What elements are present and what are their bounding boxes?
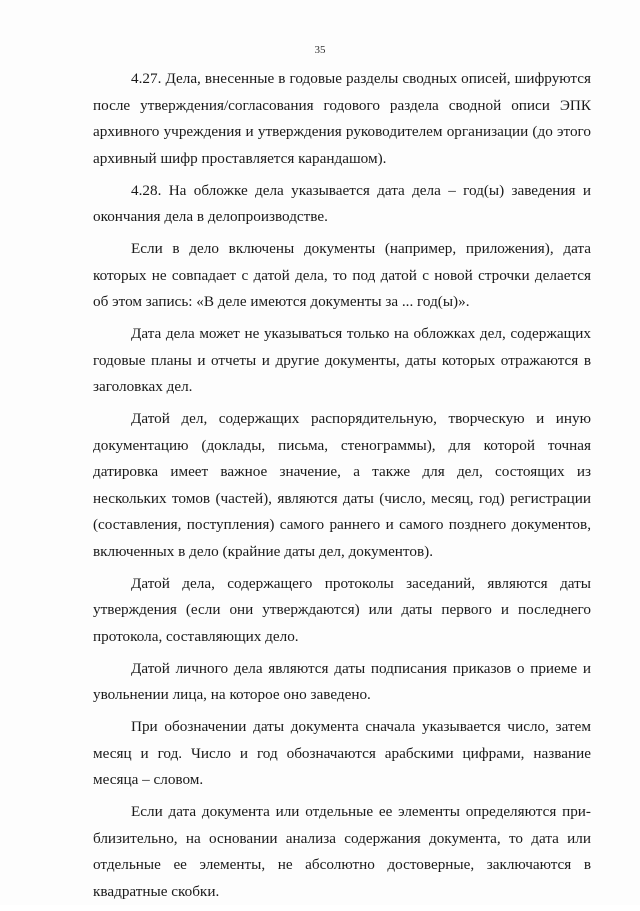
document-body xyxy=(93,66,591,911)
paragraph-4-27: 4.27. Дела, внесенные в годовые разделы сводных описей, шифруются после утверждения/согласования годового раздела сводной описи ЭПК архивного учреждения и утверждения руководителем организации (до этого архивный шифр проставляется карандашом). xyxy=(93,70,591,167)
page-number: 35 xyxy=(314,44,326,56)
paragraph-approximate-date: Если дата документа или отдельные ее элементы определяются при-близительно, на основании анализа содержания документа, то дата или отдельные ее элементы, не абсолютно достоверные, заключаются в квадратные скобки. xyxy=(93,803,591,900)
paragraph-4-28: 4.28. На обложке дела указывается дата дела – год(ы) заведения и окончания дела в делопроизводстве. xyxy=(93,181,591,225)
paragraph-protocols-date: Датой дела, содержащего протоколы заседаний, являются даты утверждения (если они утверждаются) или даты первого и последнего протокола, составляющих дело. xyxy=(93,574,591,645)
paragraph-date-format: При обозначении даты документа сначала указывается число, затем месяц и год. Число и год обозначаются арабскими цифрами, название месяца – словом. xyxy=(93,718,591,788)
paragraph-personal-file-date: Датой личного дела являются даты подписания приказов о приеме и увольнении лица, на которое оно заведено. xyxy=(93,659,591,703)
paragraph-date-omission: Дата дела может не указываться только на обложках дел, содержащих годовые планы и отчеты и другие документы, даты которых отражаются в заголовках дел. xyxy=(93,325,591,395)
paragraph-documents-note: Если в дело включены документы (например, приложения), дата которых не совпадает с датой дела, то под датой с новой строчки делается об этом запись: «В деле имеются документы за ... год(ы)». xyxy=(93,240,591,310)
paragraph-range-dates: Датой дел, содержащих распорядительную, творческую и иную документацию (доклады, письма, стенограммы), для которой точная датировка имеет важное значение, а также для дел, состоящих из нескольких томов (частей), являются даты (число, месяц, год) регистрации (составления, поступления) самого раннего и самого позднего документов, включенных в дело (крайние даты дел, документов). xyxy=(93,410,591,560)
